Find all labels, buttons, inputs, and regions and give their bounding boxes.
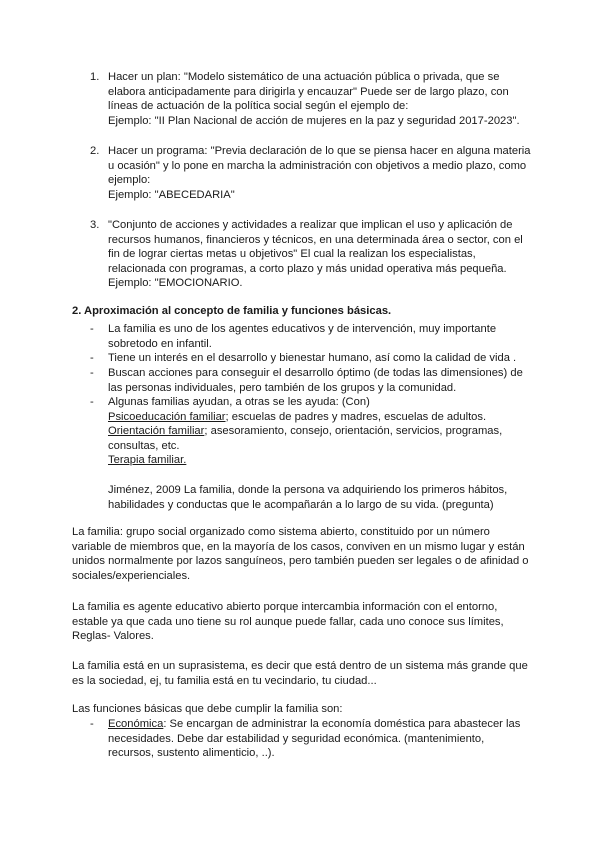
bullet-line: las personas individuales, pero también de los grupos y la comunidad. bbox=[108, 381, 457, 394]
economica-term: Económica bbox=[108, 718, 164, 730]
bullet-dash: - bbox=[90, 352, 94, 364]
economica-line-2: necesidades. Debe dar estabilidad y seguridad económica. (mantenimiento, bbox=[108, 732, 485, 745]
paragraph-line: sociales/experienciales. bbox=[72, 569, 191, 582]
bullet-line: sobretodo en infantil. bbox=[108, 337, 212, 350]
psicoeducacion-desc: ; escuelas de padres y madres, escuelas de adultos. bbox=[225, 410, 487, 423]
item-number: 2. bbox=[90, 145, 100, 157]
paragraph-agente-educativo bbox=[72, 600, 542, 644]
bullet-line: Algunas familias ayudan, a otras se les ayuda: (Con) bbox=[108, 396, 370, 408]
psicoeducacion-term: Psicoeducación familiar bbox=[108, 410, 226, 423]
orientacion-desc: ; asesoramiento, consejo, orientación, servicios, programas, bbox=[204, 425, 503, 438]
paragraph-line: La familia: grupo social organizado como sistema abierto, constituido por un número bbox=[72, 526, 490, 538]
item-line: Ejemplo: "EMOCIONARIO. bbox=[108, 277, 243, 290]
economica-line-3: recursos, sustento alimenticio, ..). bbox=[108, 747, 275, 760]
item-line: Ejemplo: "ABECEDARIA" bbox=[108, 188, 235, 201]
paragraph-funciones-intro bbox=[72, 702, 542, 717]
terapia-term: Terapia familiar. bbox=[108, 454, 187, 467]
bullet-dash: - bbox=[90, 367, 94, 379]
item-line: Hacer un programa: "Previa declaración de lo que se piensa hacer en alguna materia bbox=[108, 145, 531, 157]
help-type-psicoeducacion bbox=[108, 410, 530, 425]
orientacion-term: Orientación familiar bbox=[108, 425, 205, 438]
item-line: ejemplo: bbox=[108, 174, 151, 187]
bullet-item-3 bbox=[90, 366, 530, 395]
item-line: u ocasión" y lo pone en marcha la administración con objetivos a medio plazo, como bbox=[108, 159, 527, 172]
numbered-item-1 bbox=[90, 70, 530, 128]
item-line: Hacer un plan: "Modelo sistemático de una actuación pública o privada, que se bbox=[108, 71, 500, 83]
function-economica bbox=[90, 717, 530, 761]
bullet-line: Buscan acciones para conseguir el desarrollo óptimo (de todas las dimensiones) de bbox=[108, 367, 523, 379]
orientacion-desc-cont: consultas, etc. bbox=[108, 439, 180, 452]
bullet-line: Tiene un interés en el desarrollo y bienestar humano, así como la calidad de vida . bbox=[108, 352, 517, 364]
item-line: "Conjunto de acciones y actividades a realizar que implican el uso y aplicación de bbox=[108, 219, 513, 231]
paragraph-familia-definicion bbox=[72, 525, 542, 583]
paragraph-line: La familia está en un suprasistema, es decir que está dentro de un sistema más grande que bbox=[72, 660, 528, 672]
numbered-item-3 bbox=[90, 218, 530, 291]
citation-line: habilidades y conductas que le acompañarán a lo largo de su vida. (pregunta) bbox=[108, 498, 494, 511]
bullet-item-2 bbox=[90, 351, 530, 366]
paragraph-line: estable ya que cada uno tiene su rol aunque puede fallar, cada uno conoce sus límites, bbox=[72, 615, 504, 628]
paragraph-line: Las funciones básicas que debe cumplir la familia son: bbox=[72, 703, 343, 715]
economica-desc: : Se encargan de administrar la economía doméstica para abastecer las bbox=[163, 718, 521, 730]
item-number: 3. bbox=[90, 219, 100, 231]
section-heading: 2. Aproximación al concepto de familia y funciones básicas. bbox=[72, 305, 392, 317]
bullet-item-1 bbox=[90, 322, 530, 351]
item-line: fin de lograr ciertas metas u objetivos" El cual la realizan los especialistas, bbox=[108, 248, 476, 261]
paragraph-line: es la sociedad, ej, tu familia está en tu vecindario, tu ciudad... bbox=[72, 674, 377, 687]
jimenez-citation bbox=[90, 483, 530, 512]
economica-line-1 bbox=[108, 717, 530, 732]
paragraph-line: variable de miembros que, en la mayoría de los casos, conviven en un mismo lugar y están bbox=[72, 540, 525, 553]
bullet-dash: - bbox=[90, 323, 94, 335]
help-type-orientacion bbox=[108, 424, 530, 439]
item-line: Ejemplo: "II Plan Nacional de acción de mujeres en la paz y seguridad 2017-2023". bbox=[108, 114, 520, 127]
paragraph-line: La familia es agente educativo abierto porque intercambia información con el entorno, bbox=[72, 601, 498, 613]
item-line: relacionada con programas, a corto plazo y más unidad operativa más pequeña. bbox=[108, 262, 507, 275]
paragraph-line: unidos normalmente por lazos sanguíneos, pero también pueden ser legales o de afinidad o bbox=[72, 555, 529, 568]
bullet-line: La familia es uno de los agentes educativos y de intervención, muy importante bbox=[108, 323, 497, 335]
numbered-item-2 bbox=[90, 144, 530, 202]
bullet-dash: - bbox=[90, 718, 94, 730]
paragraph-line: Reglas- Valores. bbox=[72, 630, 154, 643]
item-number: 1. bbox=[90, 71, 100, 83]
item-line: recursos humanos, financieros y técnicos, en una determinada área o sector, con el bbox=[108, 233, 523, 246]
citation-line: Jiménez, 2009 La familia, donde la persona va adquiriendo los primeros hábitos, bbox=[108, 484, 508, 496]
bullet-item-4 bbox=[90, 395, 530, 468]
paragraph-suprasistema bbox=[72, 659, 542, 688]
item-line: elabora anticipadamente para dirigirla y encauzar" Puede ser de largo plazo, con bbox=[108, 85, 509, 98]
bullet-dash: - bbox=[90, 396, 94, 408]
item-line: líneas de actuación de la política social según el ejemplo de: bbox=[108, 100, 409, 113]
